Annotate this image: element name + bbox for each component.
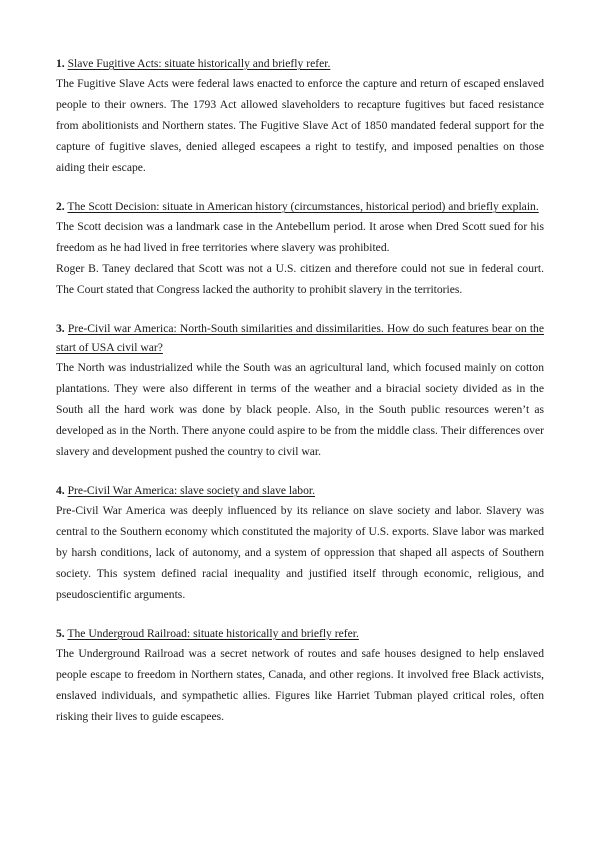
section-heading	[56, 624, 544, 643]
section-title: The Undergroud Railroad: situate historically and briefly refer.	[67, 627, 359, 640]
section-title: Slave Fugitive Acts: situate historically and briefly refer.	[67, 57, 331, 70]
section-paragraph: The North was industrialized while the South was an agricultural land, which focused mainly on cotton plantations. They were also different in terms of the weather and a biracial society divided as in the South all the hard work was done by black people. Also, in the South public resources weren’t as developed as in the North. There anyone could aspire to be from the middle class. Their differences over slavery and development pushed the country to civil war.	[56, 361, 544, 458]
section-title: Pre-Civil War America: slave society and slave labor.	[67, 484, 316, 497]
section-heading	[56, 197, 544, 216]
section-title: Pre-Civil war America: North-South similarities and dissimilarities. How do such features bear on the start of USA civil war?	[56, 322, 544, 354]
section-4	[56, 481, 544, 605]
section-number: 3.	[56, 322, 65, 335]
section-number: 2.	[56, 200, 65, 213]
section-1	[56, 54, 544, 178]
section-heading	[56, 319, 544, 357]
section-heading	[56, 54, 544, 73]
section-title: The Scott Decision: situate in American history (circumstances, historical period) and briefly explain.	[67, 200, 539, 213]
section-paragraph: Roger B. Taney declared that Scott was not a U.S. citizen and therefore could not sue in federal court. The Court stated that Congress lacked the authority to prohibit slavery in the territories.	[56, 262, 544, 296]
section-number: 1.	[56, 57, 65, 70]
section-3	[56, 319, 544, 462]
section-heading	[56, 481, 544, 500]
section-number: 5.	[56, 627, 65, 640]
section-paragraph: Pre-Civil War America was deeply influenced by its reliance on slave society and labor. Slavery was central to the Southern economy which constituted the majority of U.S. exports. Slave labor was marked by harsh conditions, lack of autonomy, and a system of oppression that shaped all aspects of Southern society. This system defined racial inequality and justified itself through economic, religious, and pseudoscientific arguments.	[56, 504, 544, 601]
section-5	[56, 624, 544, 727]
section-paragraph: The Fugitive Slave Acts were federal laws enacted to enforce the capture and return of escaped enslaved people to their owners. The 1793 Act allowed slaveholders to recapture fugitives but faced resistance from abolitionists and Northern states. The Fugitive Slave Act of 1850 mandated federal support for the capture of fugitive slaves, denied alleged escapees a right to testify, and imposed penalties on those aiding their escape.	[56, 77, 544, 174]
section-number: 4.	[56, 484, 65, 497]
section-paragraph: The Scott decision was a landmark case in the Antebellum period. It arose when Dred Scott sued for his freedom as he had lived in free territories where slavery was prohibited.	[56, 220, 544, 254]
section-paragraph: The Underground Railroad was a secret network of routes and safe houses designed to help enslaved people escape to freedom in Northern states, Canada, and other regions. It involved free Black activists, enslaved individuals, and sympathetic allies. Figures like Harriet Tubman played critical roles, often risking their lives to guide escapees.	[56, 647, 544, 723]
section-2	[56, 197, 544, 300]
